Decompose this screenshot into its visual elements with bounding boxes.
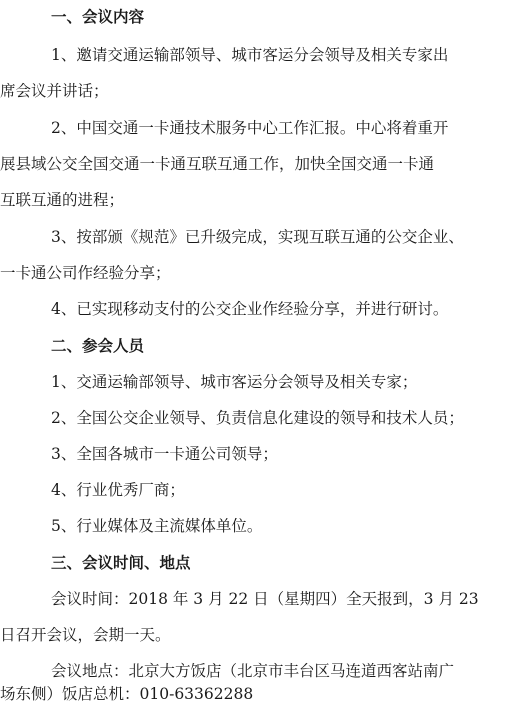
attendee-item-2: 2、全国公交企业领导、负责信息化建设的领导和技术人员；	[51, 409, 464, 427]
content-item-3-line-2: 一卡通公司作经验分享；	[0, 264, 171, 282]
content-item-2-line-2: 展县域公交全国交通一卡通互联互通工作，加快全国交通一卡通	[0, 155, 435, 173]
content-item-1-line-2: 席会议并讲话；	[0, 82, 109, 100]
meeting-place-line-2: 场东侧）饭店总机：010-63362288	[0, 685, 254, 703]
meeting-time-line-2: 日召开会议，会期一天。	[0, 626, 171, 644]
section-heading-time-place: 三、会议时间、地点	[51, 553, 191, 572]
attendee-item-3: 3、全国各城市一卡通公司领导；	[51, 445, 278, 463]
meeting-time-line-1: 会议时间：2018 年 3 月 22 日（星期四）全天报到，3 月 23	[51, 590, 479, 608]
section-heading-content: 一、会议内容	[51, 7, 145, 26]
content-item-2-line-3: 互联互通的进程；	[0, 191, 125, 209]
attendee-item-5: 5、行业媒体及主流媒体单位。	[51, 517, 263, 535]
attendee-item-4: 4、行业优秀厂商；	[51, 481, 185, 499]
meeting-place-line-1: 会议地点：北京大方饭店（北京市丰台区马连道西客站南广	[51, 662, 455, 680]
section-heading-attendees: 二、参会人员	[51, 336, 145, 355]
content-item-2-line-1: 2、中国交通一卡通技术服务中心工作汇报。中心将着重开	[51, 119, 449, 137]
content-item-3-line-1: 3、按部颁《规范》已升级完成，实现互联互通的公交企业、	[51, 228, 464, 246]
attendee-item-1: 1、交通运输部领导、城市客运分会领导及相关专家；	[51, 373, 418, 391]
content-item-4-line-1: 4、已实现移动支付的公交企业作经验分享，并进行研讨。	[51, 300, 449, 318]
content-item-1-line-1: 1、邀请交通运输部领导、城市客运分会领导及相关专家出	[51, 46, 449, 64]
